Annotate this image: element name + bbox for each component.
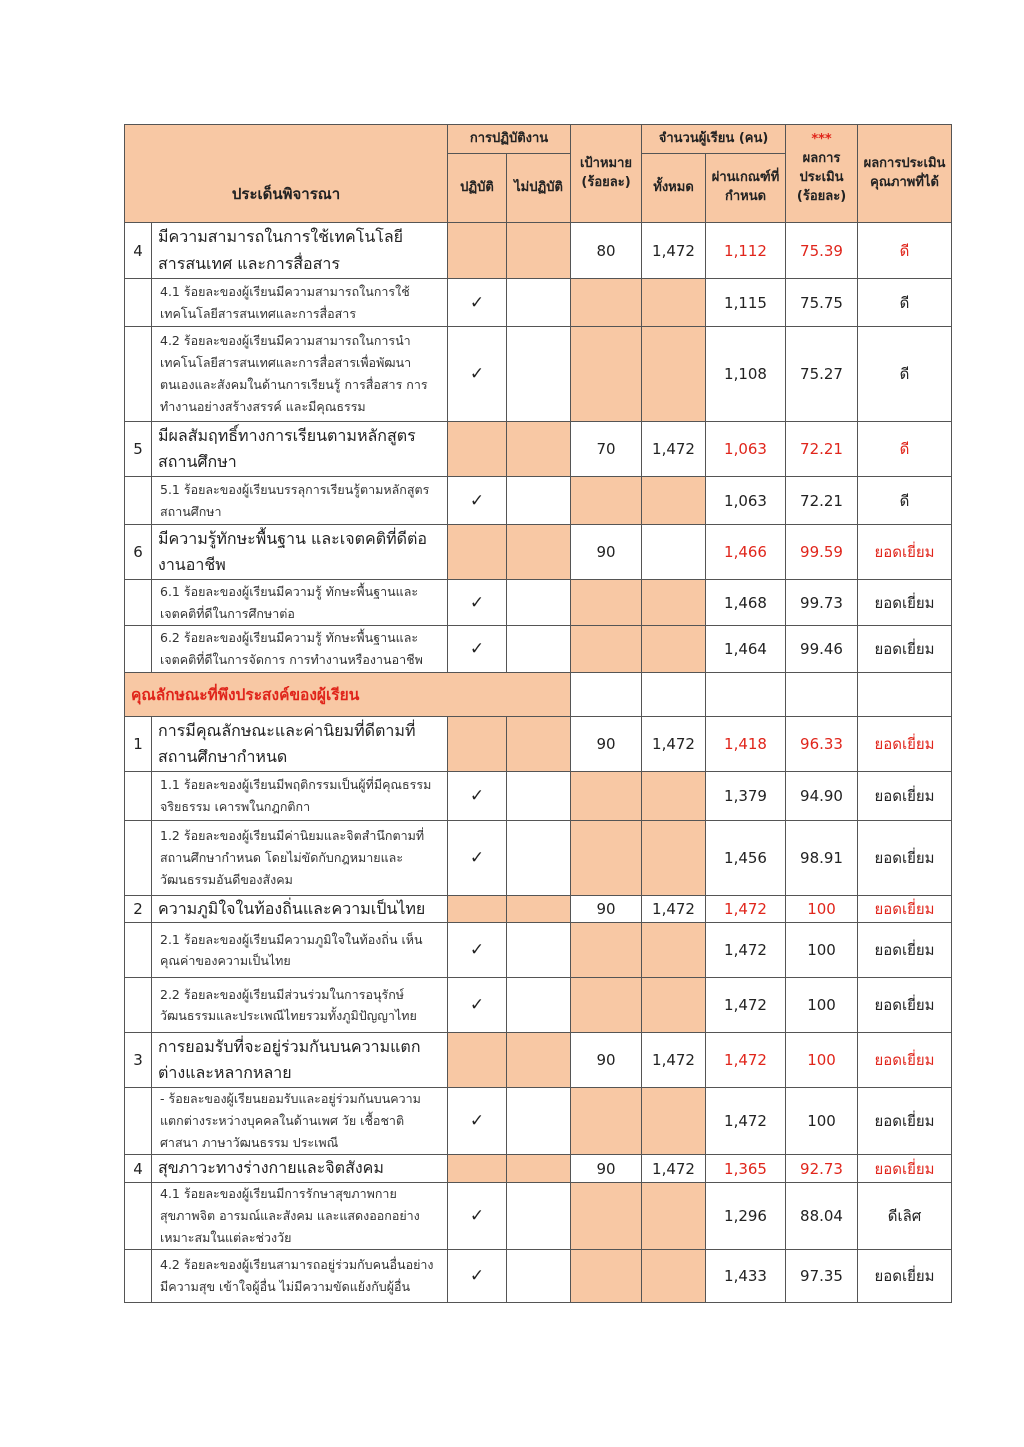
target-cell	[571, 978, 642, 1033]
indicator-row	[125, 978, 952, 1033]
percent-value: 75.75	[786, 279, 858, 327]
check-icon: ✓	[448, 580, 507, 626]
percent-value: 97.35	[786, 1249, 858, 1302]
check-icon: ✓	[448, 1249, 507, 1302]
total-cell	[642, 626, 706, 673]
check-icon: ✓	[448, 626, 507, 673]
total-cell	[642, 580, 706, 626]
passed-value: 1,464	[706, 626, 786, 673]
not-practice-cell	[507, 717, 571, 772]
percent-value: 75.27	[786, 327, 858, 422]
passed-value: 1,365	[706, 1155, 786, 1183]
check-icon: ✓	[448, 477, 507, 525]
practice-cell	[448, 1033, 507, 1088]
criterion-number: 4	[125, 1155, 152, 1183]
section-title: คุณลักษณะที่พึงประสงค์ของผู้เรียน	[125, 673, 571, 717]
indicator-text: 2.2 ร้อยละของผู้เรียนมีส่วนร่วมในการอนุรักษ์วัฒนธรรมและประเพณีไทยรวมทั้งภูมิปัญญาไทย	[152, 978, 448, 1033]
criterion-text: การยอมรับที่จะอยู่ร่วมกันบนความแตกต่างและหลากหลาย	[152, 1033, 448, 1088]
target-cell	[571, 626, 642, 673]
header-not-practice: ไม่ปฏิบัติ	[507, 154, 571, 223]
not-practice-cell	[507, 279, 571, 327]
target-value: 70	[571, 422, 642, 477]
indicator-row	[125, 923, 952, 978]
empty-cell	[786, 673, 858, 717]
percent-value: 99.73	[786, 580, 858, 626]
percent-value: 100	[786, 896, 858, 923]
percent-value: 75.39	[786, 223, 858, 279]
total-cell	[642, 772, 706, 821]
not-practice-cell	[507, 626, 571, 673]
target-value: 90	[571, 1155, 642, 1183]
target-cell	[571, 821, 642, 896]
header-total: ทั้งหมด	[642, 154, 706, 223]
target-cell	[571, 772, 642, 821]
empty-cell	[571, 673, 642, 717]
not-practice-cell	[507, 477, 571, 525]
empty-cell	[642, 673, 706, 717]
quality-value: ดี	[858, 223, 952, 279]
passed-value: 1,115	[706, 279, 786, 327]
evaluation-table	[124, 124, 952, 1303]
empty-cell	[858, 673, 952, 717]
passed-value: 1,063	[706, 422, 786, 477]
not-practice-cell	[507, 896, 571, 923]
criterion-number: 6	[125, 525, 152, 580]
practice-cell	[448, 1155, 507, 1183]
quality-value: ยอดเยี่ยม	[858, 1249, 952, 1302]
check-icon: ✓	[448, 923, 507, 978]
number-cell	[125, 580, 152, 626]
quality-value: ยอดเยี่ยม	[858, 821, 952, 896]
practice-cell	[448, 525, 507, 580]
quality-value: ยอดเยี่ยม	[858, 717, 952, 772]
criterion-number: 2	[125, 896, 152, 923]
indicator-row	[125, 327, 952, 422]
empty-cell	[706, 673, 786, 717]
percent-value: 99.59	[786, 525, 858, 580]
criterion-row	[125, 717, 952, 772]
target-cell	[571, 327, 642, 422]
indicator-text: 4.1 ร้อยละของผู้เรียนมีความสามารถในการใช้เทคโนโลยีสารสนเทศและการสื่อสาร	[152, 279, 448, 327]
check-icon: ✓	[448, 327, 507, 422]
percent-value: 100	[786, 923, 858, 978]
not-practice-cell	[507, 772, 571, 821]
indicator-text: 1.1 ร้อยละของผู้เรียนมีพฤติกรรมเป็นผู้ที่มีคุณธรรม จริยธรรม เคารพในกฎกติกา	[152, 772, 448, 821]
indicator-text: 2.1 ร้อยละของผู้เรียนมีความภูมิใจในท้องถิ่น เห็นคุณค่าของความเป็นไทย	[152, 923, 448, 978]
criterion-number: 3	[125, 1033, 152, 1088]
number-cell	[125, 1088, 152, 1155]
number-cell	[125, 477, 152, 525]
indicator-text: 4.2 ร้อยละของผู้เรียนสามารถอยู่ร่วมกับคนอื่นอย่างมีความสุข เข้าใจผู้อื่น ไม่มีความขัดแย้งกับผู้อื่น	[152, 1249, 448, 1302]
header-practice: ปฏิบัติ	[448, 154, 507, 223]
passed-value: 1,468	[706, 580, 786, 626]
passed-value: 1,433	[706, 1249, 786, 1302]
target-cell	[571, 477, 642, 525]
header-practice-group: การปฏิบัติงาน	[448, 125, 571, 154]
quality-value: ดีเลิศ	[858, 1183, 952, 1250]
criterion-text: มีผลสัมฤทธิ์ทางการเรียนตามหลักสูตรสถานศึกษา	[152, 422, 448, 477]
quality-value: ดี	[858, 422, 952, 477]
header-passed: ผ่านเกณฑ์ที่กำหนด	[706, 154, 786, 223]
passed-value: 1,472	[706, 1088, 786, 1155]
not-practice-cell	[507, 580, 571, 626]
indicator-row	[125, 1183, 952, 1250]
criterion-number: 4	[125, 223, 152, 279]
passed-value: 1,063	[706, 477, 786, 525]
indicator-row	[125, 1088, 952, 1155]
indicator-text: 4.1 ร้อยละของผู้เรียนมีการรักษาสุขภาพกาย สุขภาพจิต อารมณ์และสังคม และแสดงออกอย่างเหมาะสมในแต่ละช่วงวัย	[152, 1183, 448, 1250]
criterion-row	[125, 1033, 952, 1088]
total-value: 1,472	[642, 422, 706, 477]
not-practice-cell	[507, 1155, 571, 1183]
quality-value: ยอดเยี่ยม	[858, 626, 952, 673]
criterion-row	[125, 223, 952, 279]
header-topic: ประเด็นพิจารณา	[125, 125, 448, 223]
table-body	[125, 223, 952, 1303]
indicator-text: 4.2 ร้อยละของผู้เรียนมีความสามารถในการนำเทคโนโลยีสารสนเทศและการสื่อสารเพื่อพัฒนาตนเองและสังคมในด้านการเรียนรู้ การสื่อสาร การทำงานอย่างสร้างสรรค์ และมีคุณธรรม	[152, 327, 448, 422]
target-cell	[571, 1088, 642, 1155]
criterion-text: มีความรู้ทักษะพื้นฐาน และเจตคติที่ดีต่องานอาชีพ	[152, 525, 448, 580]
check-icon: ✓	[448, 279, 507, 327]
quality-value: ยอดเยี่ยม	[858, 923, 952, 978]
passed-value: 1,466	[706, 525, 786, 580]
number-cell	[125, 1183, 152, 1250]
total-cell	[642, 477, 706, 525]
total-cell	[642, 279, 706, 327]
passed-value: 1,472	[706, 923, 786, 978]
indicator-text: 6.2 ร้อยละของผู้เรียนมีความรู้ ทักษะพื้นฐานและเจตคติที่ดีในการจัดการ การทำงานหรืองานอาชีพ	[152, 626, 448, 673]
indicator-row	[125, 580, 952, 626]
total-value: 1,472	[642, 1155, 706, 1183]
number-cell	[125, 279, 152, 327]
quality-value: ยอดเยี่ยม	[858, 1155, 952, 1183]
number-cell	[125, 327, 152, 422]
quality-value: ยอดเยี่ยม	[858, 896, 952, 923]
indicator-text: 5.1 ร้อยละของผู้เรียนบรรลุการเรียนรู้ตามหลักสูตรสถานศึกษา	[152, 477, 448, 525]
total-cell	[642, 923, 706, 978]
passed-value: 1,418	[706, 717, 786, 772]
quality-value: ยอดเยี่ยม	[858, 525, 952, 580]
header-eval-percent-label: ผลการประเมิน (ร้อยละ)	[796, 150, 847, 204]
not-practice-cell	[507, 1033, 571, 1088]
practice-cell	[448, 422, 507, 477]
indicator-row	[125, 477, 952, 525]
not-practice-cell	[507, 1249, 571, 1302]
total-cell	[642, 327, 706, 422]
passed-value: 1,472	[706, 1033, 786, 1088]
percent-value: 100	[786, 1088, 858, 1155]
number-cell	[125, 923, 152, 978]
criterion-text: การมีคุณลักษณะและค่านิยมที่ดีตามที่สถานศึกษากำหนด	[152, 717, 448, 772]
not-practice-cell	[507, 422, 571, 477]
not-practice-cell	[507, 1183, 571, 1250]
practice-cell	[448, 223, 507, 279]
check-icon: ✓	[448, 821, 507, 896]
criterion-row	[125, 896, 952, 923]
quality-value: ยอดเยี่ยม	[858, 580, 952, 626]
indicator-text: - ร้อยละของผู้เรียนยอมรับและอยู่ร่วมกันบนความแตกต่างระหว่างบุคคลในด้านเพศ วัย เชื้อชาติ ศาสนา ภาษาวัฒนธรรม ประเพณี	[152, 1088, 448, 1155]
total-cell	[642, 1183, 706, 1250]
target-cell	[571, 1183, 642, 1250]
not-practice-cell	[507, 821, 571, 896]
total-cell	[642, 821, 706, 896]
target-cell	[571, 1249, 642, 1302]
check-icon: ✓	[448, 1183, 507, 1250]
header-eval-percent	[786, 125, 858, 223]
passed-value: 1,296	[706, 1183, 786, 1250]
header-students-group: จำนวนผู้เรียน (คน)	[642, 125, 786, 154]
check-icon: ✓	[448, 772, 507, 821]
indicator-text: 1.2 ร้อยละของผู้เรียนมีค่านิยมและจิตสำนึกตามที่สถานศึกษากำหนด โดยไม่ขัดกับกฎหมายและวัฒนธรรมอันดีของสังคม	[152, 821, 448, 896]
not-practice-cell	[507, 1088, 571, 1155]
not-practice-cell	[507, 525, 571, 580]
header-target: เป้าหมาย (ร้อยละ)	[571, 125, 642, 223]
criterion-text: มีความสามารถในการใช้เทคโนโลยีสารสนเทศ และการสื่อสาร	[152, 223, 448, 279]
number-cell	[125, 626, 152, 673]
criterion-number: 5	[125, 422, 152, 477]
criterion-text: ความภูมิใจในท้องถิ่นและความเป็นไทย	[152, 896, 448, 923]
quality-value: ยอดเยี่ยม	[858, 1088, 952, 1155]
total-cell	[642, 1249, 706, 1302]
percent-value: 94.90	[786, 772, 858, 821]
total-value	[642, 525, 706, 580]
percent-value: 96.33	[786, 717, 858, 772]
passed-value: 1,112	[706, 223, 786, 279]
check-icon: ✓	[448, 1088, 507, 1155]
quality-value: ยอดเยี่ยม	[858, 1033, 952, 1088]
check-icon: ✓	[448, 978, 507, 1033]
indicator-row	[125, 772, 952, 821]
quality-value: ดี	[858, 477, 952, 525]
target-cell	[571, 279, 642, 327]
total-value: 1,472	[642, 717, 706, 772]
practice-cell	[448, 717, 507, 772]
header-quality: ผลการประเมินคุณภาพที่ได้	[858, 125, 952, 223]
percent-value: 99.46	[786, 626, 858, 673]
quality-value: ดี	[858, 279, 952, 327]
practice-cell	[448, 896, 507, 923]
indicator-row	[125, 821, 952, 896]
quality-value: ยอดเยี่ยม	[858, 978, 952, 1033]
passed-value: 1,472	[706, 978, 786, 1033]
total-value: 1,472	[642, 223, 706, 279]
quality-value: ยอดเยี่ยม	[858, 772, 952, 821]
criterion-text: สุขภาวะทางร่างกายและจิตสังคม	[152, 1155, 448, 1183]
passed-value: 1,108	[706, 327, 786, 422]
header-stars: ***	[811, 132, 832, 147]
total-cell	[642, 1088, 706, 1155]
number-cell	[125, 1249, 152, 1302]
total-cell	[642, 978, 706, 1033]
total-value: 1,472	[642, 896, 706, 923]
table-header	[125, 125, 952, 223]
not-practice-cell	[507, 923, 571, 978]
target-cell	[571, 580, 642, 626]
criterion-row	[125, 422, 952, 477]
section-row	[125, 673, 952, 717]
criterion-row	[125, 525, 952, 580]
target-cell	[571, 923, 642, 978]
indicator-row	[125, 1249, 952, 1302]
percent-value: 98.91	[786, 821, 858, 896]
target-value: 90	[571, 525, 642, 580]
percent-value: 72.21	[786, 477, 858, 525]
passed-value: 1,472	[706, 896, 786, 923]
passed-value: 1,456	[706, 821, 786, 896]
percent-value: 72.21	[786, 422, 858, 477]
not-practice-cell	[507, 327, 571, 422]
criterion-row	[125, 1155, 952, 1183]
not-practice-cell	[507, 978, 571, 1033]
indicator-row	[125, 279, 952, 327]
percent-value: 92.73	[786, 1155, 858, 1183]
target-value: 80	[571, 223, 642, 279]
total-value: 1,472	[642, 1033, 706, 1088]
not-practice-cell	[507, 223, 571, 279]
percent-value: 88.04	[786, 1183, 858, 1250]
quality-value: ดี	[858, 327, 952, 422]
criterion-number: 1	[125, 717, 152, 772]
indicator-text: 6.1 ร้อยละของผู้เรียนมีความรู้ ทักษะพื้นฐานและเจตคติที่ดีในการศึกษาต่อ	[152, 580, 448, 626]
target-value: 90	[571, 717, 642, 772]
number-cell	[125, 772, 152, 821]
passed-value: 1,379	[706, 772, 786, 821]
percent-value: 100	[786, 1033, 858, 1088]
percent-value: 100	[786, 978, 858, 1033]
target-value: 90	[571, 1033, 642, 1088]
target-value: 90	[571, 896, 642, 923]
number-cell	[125, 978, 152, 1033]
indicator-row	[125, 626, 952, 673]
number-cell	[125, 821, 152, 896]
